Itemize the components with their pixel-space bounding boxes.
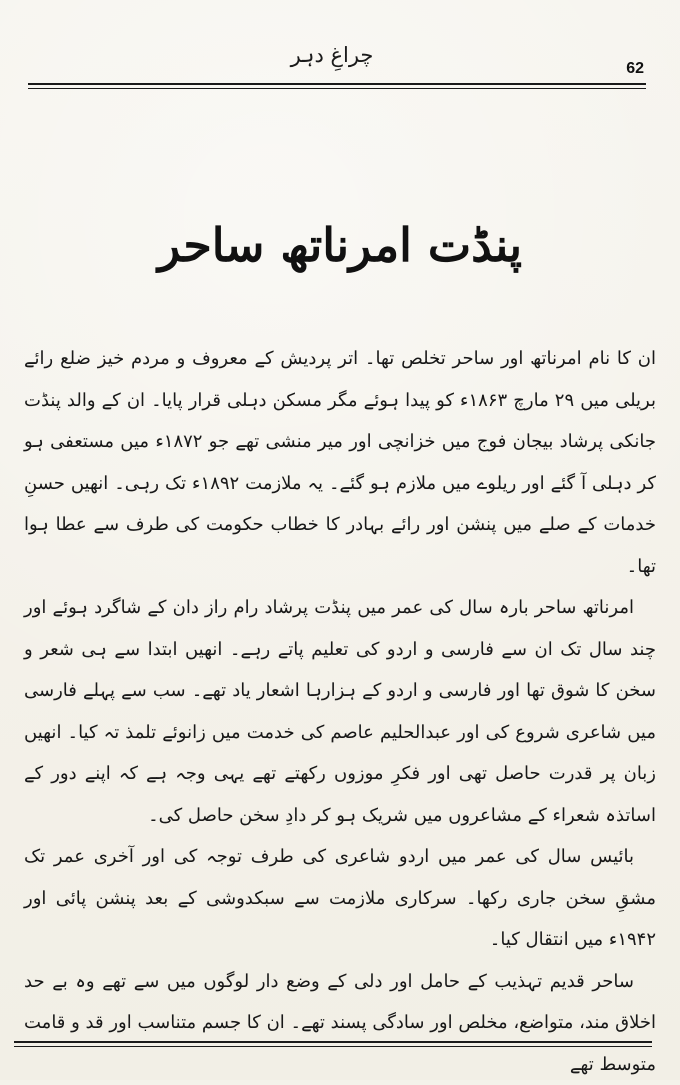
paragraph-2: امرناتھ ساحر بارہ سال کی عمر میں پنڈت پرشاد رام راز دان کے شاگرد ہوئے اور چند سال تک ان سے فارسی و اردو کی تعلیم پاتے رہے۔ انھیں ابتدا سے ہی شعر و سخن کا شوق تھا اور فارسی و اردو کے ہزارہا اشعار یاد تھے۔ سب سے پہلے فارسی میں شاعری شروع کی اور عبدالحلیم عاصم کی خدمت میں زانوئے تلمذ تہ کیا۔ انھیں زبان پر قدرت حاصل تھی اور فکرِ موزوں رکھتے تھے یہی وجہ ہے کہ اپنے دور کے اساتذہ شعراء کے مشاعروں میں شریک ہو کر دادِ سخن حاصل کی۔ (24, 587, 656, 836)
page-header (28, 40, 646, 96)
body-text (24, 338, 656, 1085)
paragraph-4: ساحر قدیم تہذیب کے حامل اور دلی کے وضع دار لوگوں میں سے تھے وہ بے حد اخلاق مند، متواضع، مخلص اور سادگی پسند تھے۔ ان کا جسم متناسب اور قد و قامت متوسط تھے (24, 961, 656, 1085)
paragraph-3: بائیس سال کی عمر میں اردو شاعری کی طرف توجہ کی اور آخری عمر تک مشقِ سخن جاری رکھا۔ سرکاری ملازمت سے سبکدوشی کے بعد پنشن پائی اور ۱۹۴۲ء میں انتقال کیا۔ (24, 836, 656, 961)
chapter-title: پنڈت امرناتھ ساحر (0, 218, 680, 272)
paragraph-1: ان کا نام امرناتھ اور ساحر تخلص تھا۔ اتر پردیش کے معروف و مردم خیز ضلع رائے بریلی میں ۲۹ مارچ ۱۸۶۳ء کو پیدا ہوئے مگر مسکن دہلی قرار پایا۔ ان کے والد پنڈت جانکی پرشاد بیجان فوج میں خزانچی اور میر منشی تھے جو ۱۸۷۲ء میں مستعفی ہو کر دہلی آ گئے اور ریلوے میں ملازم ہو گئے۔ یہ ملازمت ۱۸۹۲ء تک رہی۔ انھیں حسنِ خدمات کے صلے میں پنشن اور رائے بہادر کا خطاب حکومت کی طرف سے عطا ہوا تھا۔ (24, 338, 656, 587)
footer-rule (14, 1041, 652, 1043)
running-title: چراغِ دہر (273, 43, 391, 67)
page-number: 62 (626, 60, 644, 78)
header-rule (28, 83, 646, 85)
